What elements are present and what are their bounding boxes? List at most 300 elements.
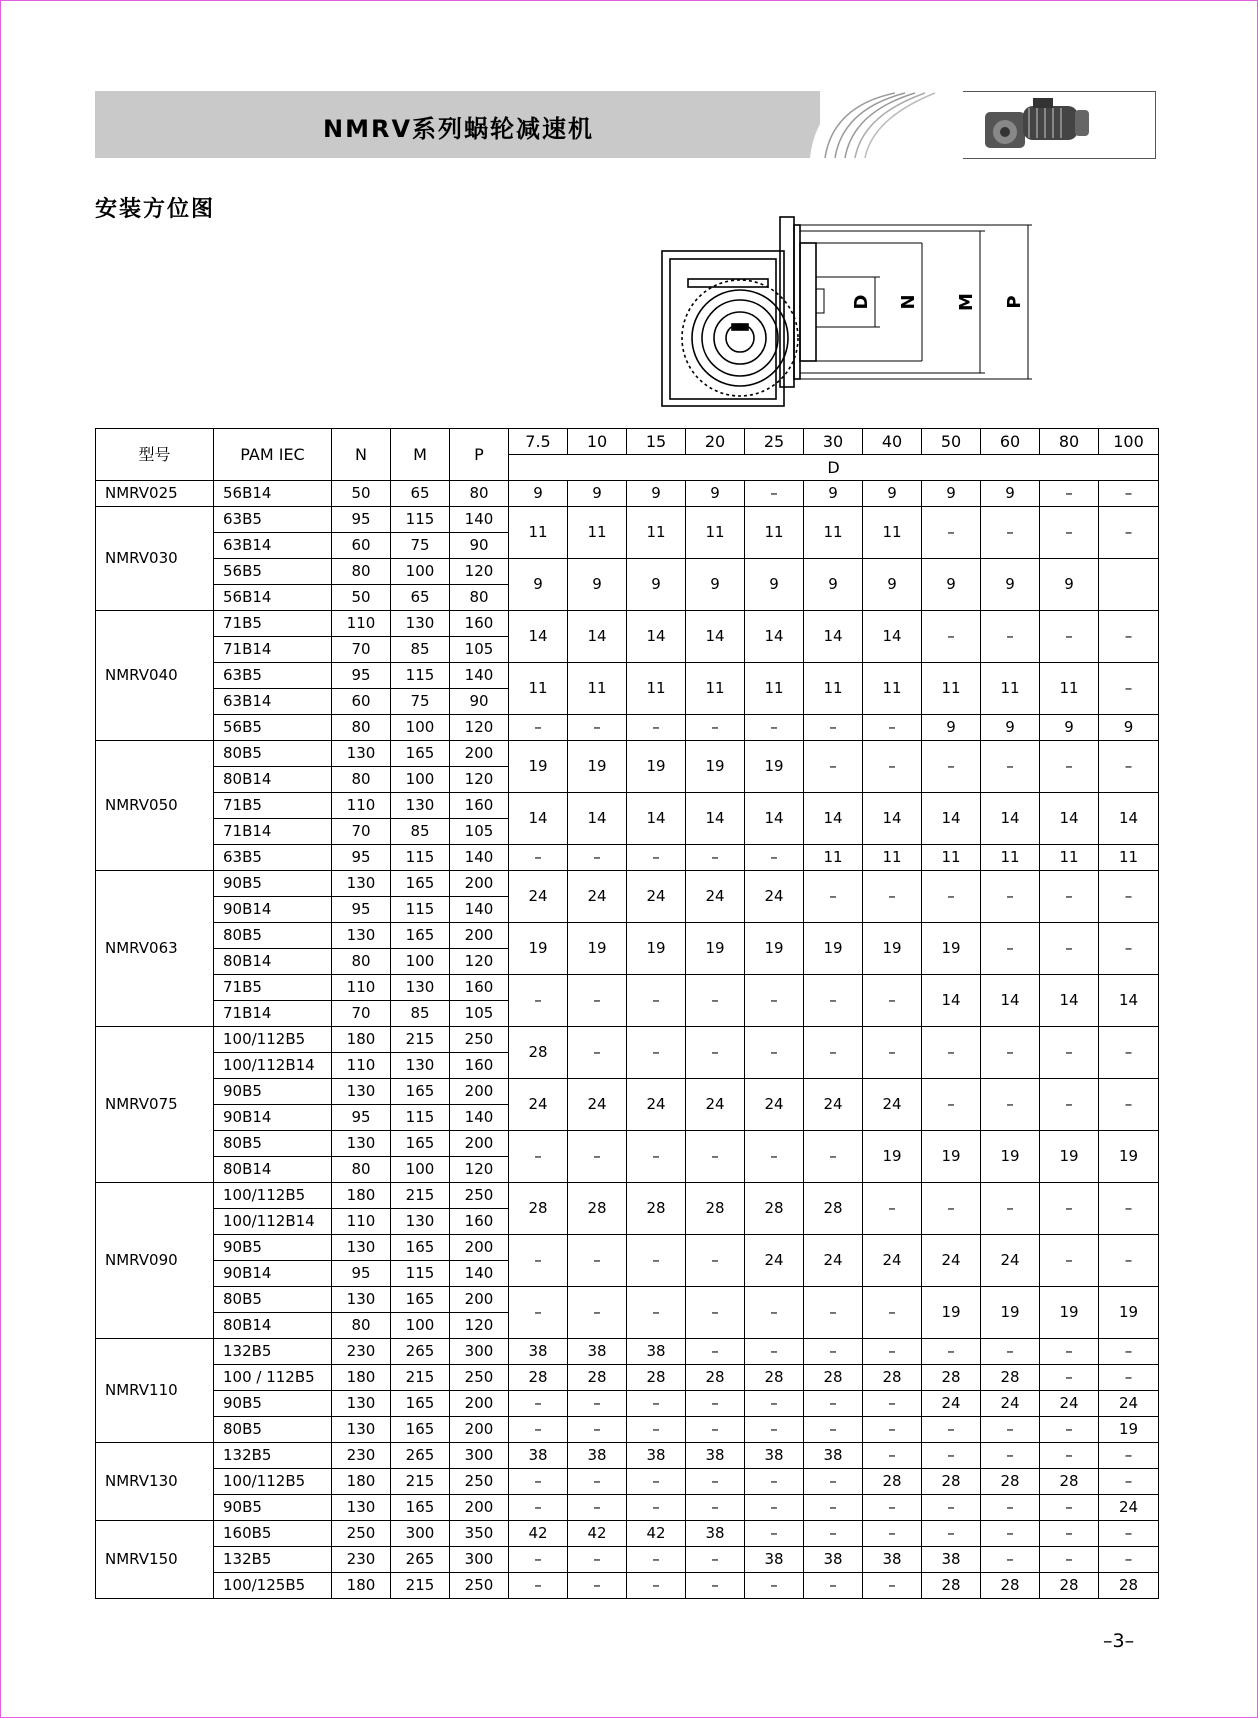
table-row	[96, 1027, 1159, 1053]
pam-cell: 71B5	[214, 793, 332, 819]
pam-cell: 100/112B5	[214, 1027, 332, 1053]
shaft-diameter-cell: –	[686, 1287, 745, 1339]
pam-cell: 80B5	[214, 923, 332, 949]
pam-cell: 56B5	[214, 559, 332, 585]
n-cell: 95	[332, 663, 391, 689]
model-cell: NMRV090	[96, 1183, 214, 1339]
p-cell: 120	[450, 767, 509, 793]
shaft-diameter-cell: 19	[1099, 1131, 1159, 1183]
shaft-diameter-cell: 11	[1099, 845, 1159, 871]
pam-cell: 63B5	[214, 507, 332, 533]
shaft-diameter-cell: 19	[1099, 1287, 1159, 1339]
table-row	[96, 1521, 1159, 1547]
shaft-diameter-cell: 28	[863, 1365, 922, 1391]
m-cell: 165	[391, 871, 450, 897]
shaft-diameter-cell: –	[627, 1027, 686, 1079]
shaft-diameter-cell: –	[863, 1287, 922, 1339]
p-cell: 140	[450, 1261, 509, 1287]
header-ratio: 60	[981, 429, 1040, 455]
p-cell: 160	[450, 1209, 509, 1235]
shaft-diameter-cell: 14	[922, 975, 981, 1027]
shaft-diameter-cell: –	[1099, 507, 1159, 559]
shaft-diameter-cell: –	[922, 1079, 981, 1131]
shaft-diameter-cell: –	[745, 1417, 804, 1443]
header-curve-decoration	[795, 91, 975, 158]
pam-cell: 56B14	[214, 585, 332, 611]
shaft-diameter-cell: 14	[863, 793, 922, 845]
shaft-diameter-cell: 24	[922, 1391, 981, 1417]
n-cell: 110	[332, 793, 391, 819]
shaft-diameter-cell: 9	[568, 481, 627, 507]
shaft-diameter-cell: –	[686, 1235, 745, 1287]
model-cell: NMRV030	[96, 507, 214, 611]
shaft-diameter-cell: –	[981, 1443, 1040, 1469]
n-cell: 110	[332, 1209, 391, 1235]
shaft-diameter-cell: 19	[686, 923, 745, 975]
pam-cell: 132B5	[214, 1547, 332, 1573]
pam-cell: 63B5	[214, 663, 332, 689]
m-cell: 215	[391, 1573, 450, 1599]
shaft-diameter-cell: –	[686, 1339, 745, 1365]
shaft-diameter-cell: 14	[568, 611, 627, 663]
shaft-diameter-cell: –	[804, 1391, 863, 1417]
shaft-diameter-cell: –	[1040, 1495, 1099, 1521]
shaft-diameter-cell: –	[804, 741, 863, 793]
n-cell: 180	[332, 1183, 391, 1209]
shaft-diameter-cell: –	[804, 975, 863, 1027]
model-cell: NMRV150	[96, 1521, 214, 1599]
shaft-diameter-cell: –	[863, 1391, 922, 1417]
shaft-diameter-cell: –	[568, 1027, 627, 1079]
shaft-diameter-cell: 14	[1040, 975, 1099, 1027]
n-cell: 130	[332, 1417, 391, 1443]
section-title: 安装方位图	[95, 197, 216, 222]
n-cell: 130	[332, 923, 391, 949]
pam-cell: 90B14	[214, 1261, 332, 1287]
shaft-diameter-cell: 38	[627, 1339, 686, 1365]
shaft-diameter-cell: –	[981, 871, 1040, 923]
shaft-diameter-cell: 24	[863, 1235, 922, 1287]
shaft-diameter-cell: –	[745, 481, 804, 507]
shaft-diameter-cell: 9	[568, 559, 627, 611]
shaft-diameter-cell: –	[981, 741, 1040, 793]
shaft-diameter-cell: 9	[627, 481, 686, 507]
shaft-diameter-cell: –	[686, 845, 745, 871]
shaft-diameter-cell: 9	[804, 481, 863, 507]
shaft-diameter-cell: –	[686, 1027, 745, 1079]
p-cell: 300	[450, 1547, 509, 1573]
pam-cell: 80B5	[214, 1417, 332, 1443]
n-cell: 230	[332, 1443, 391, 1469]
shaft-diameter-cell: 9	[981, 481, 1040, 507]
model-cell: NMRV130	[96, 1443, 214, 1521]
shaft-diameter-cell: –	[627, 1547, 686, 1573]
shaft-diameter-cell: 28	[981, 1573, 1040, 1599]
shaft-diameter-cell: 38	[509, 1339, 568, 1365]
shaft-diameter-cell: 28	[1040, 1469, 1099, 1495]
shaft-diameter-cell: 14	[1040, 793, 1099, 845]
p-cell: 350	[450, 1521, 509, 1547]
shaft-diameter-cell: 28	[922, 1365, 981, 1391]
shaft-diameter-cell: –	[863, 1443, 922, 1469]
n-cell: 70	[332, 1001, 391, 1027]
dim-label-p: P	[1004, 295, 1025, 309]
table-row	[96, 793, 1159, 819]
table-row	[96, 481, 1159, 507]
p-cell: 140	[450, 897, 509, 923]
shaft-diameter-cell: 11	[1040, 663, 1099, 715]
n-cell: 70	[332, 819, 391, 845]
m-cell: 215	[391, 1469, 450, 1495]
shaft-diameter-cell: 19	[1040, 1287, 1099, 1339]
shaft-diameter-cell: –	[568, 1573, 627, 1599]
shaft-diameter-cell: –	[568, 1417, 627, 1443]
shaft-diameter-cell: –	[922, 1521, 981, 1547]
shaft-diameter-cell: –	[922, 1183, 981, 1235]
shaft-diameter-cell: 24	[568, 871, 627, 923]
model-cell: NMRV040	[96, 611, 214, 741]
shaft-diameter-cell: 28	[627, 1183, 686, 1235]
shaft-diameter-cell: –	[1099, 1183, 1159, 1235]
shaft-diameter-cell: 19	[627, 923, 686, 975]
m-cell: 75	[391, 533, 450, 559]
shaft-diameter-cell: 24	[568, 1079, 627, 1131]
p-cell: 80	[450, 481, 509, 507]
shaft-diameter-cell: –	[981, 507, 1040, 559]
shaft-diameter-cell: –	[1040, 1365, 1099, 1391]
table-row	[96, 1443, 1159, 1469]
pam-cell: 56B5	[214, 715, 332, 741]
shaft-diameter-cell: 19	[863, 923, 922, 975]
pam-cell: 71B14	[214, 819, 332, 845]
header-ratio: 50	[922, 429, 981, 455]
shaft-diameter-cell: –	[1040, 1027, 1099, 1079]
shaft-diameter-cell: –	[1040, 1235, 1099, 1287]
n-cell: 95	[332, 897, 391, 923]
shaft-diameter-cell: –	[627, 715, 686, 741]
m-cell: 85	[391, 819, 450, 845]
pam-cell: 132B5	[214, 1443, 332, 1469]
shaft-diameter-cell: –	[1040, 1521, 1099, 1547]
table-row	[96, 871, 1159, 897]
shaft-diameter-cell: 28	[922, 1469, 981, 1495]
m-cell: 85	[391, 637, 450, 663]
shaft-diameter-cell: 28	[922, 1573, 981, 1599]
shaft-diameter-cell: –	[627, 1417, 686, 1443]
n-cell: 110	[332, 1053, 391, 1079]
shaft-diameter-cell: –	[1040, 1547, 1099, 1573]
n-cell: 80	[332, 767, 391, 793]
m-cell: 165	[391, 1495, 450, 1521]
shaft-diameter-cell: –	[509, 845, 568, 871]
p-cell: 120	[450, 715, 509, 741]
shaft-diameter-cell: 14	[863, 611, 922, 663]
table-row	[96, 559, 1159, 585]
m-cell: 85	[391, 1001, 450, 1027]
m-cell: 215	[391, 1027, 450, 1053]
shaft-diameter-cell: –	[686, 1417, 745, 1443]
pam-cell: 63B5	[214, 845, 332, 871]
n-cell: 80	[332, 559, 391, 585]
shaft-diameter-cell: 38	[509, 1443, 568, 1469]
dim-label-m: M	[956, 293, 977, 311]
p-cell: 105	[450, 819, 509, 845]
shaft-diameter-cell: 11	[804, 663, 863, 715]
p-cell: 300	[450, 1443, 509, 1469]
p-cell: 200	[450, 871, 509, 897]
m-cell: 215	[391, 1365, 450, 1391]
shaft-diameter-cell: 28	[1099, 1573, 1159, 1599]
pam-cell: 132B5	[214, 1339, 332, 1365]
shaft-diameter-cell: –	[627, 1131, 686, 1183]
shaft-diameter-cell: 28	[981, 1469, 1040, 1495]
shaft-diameter-cell: –	[1099, 923, 1159, 975]
shaft-diameter-cell: 9	[922, 559, 981, 611]
p-cell: 160	[450, 793, 509, 819]
shaft-diameter-cell: 11	[568, 663, 627, 715]
p-cell: 200	[450, 1079, 509, 1105]
header-ratio: 100	[1099, 429, 1159, 455]
shaft-diameter-cell: –	[804, 1417, 863, 1443]
shaft-diameter-cell: 9	[863, 481, 922, 507]
pam-cell: 90B5	[214, 1495, 332, 1521]
table-row	[96, 1339, 1159, 1365]
shaft-diameter-cell: 11	[745, 663, 804, 715]
shaft-diameter-cell: 38	[863, 1547, 922, 1573]
shaft-diameter-cell: –	[745, 845, 804, 871]
table-row	[96, 923, 1159, 949]
m-cell: 65	[391, 481, 450, 507]
shaft-diameter-cell: 11	[745, 507, 804, 559]
model-cell: NMRV025	[96, 481, 214, 507]
shaft-diameter-cell: –	[1040, 1183, 1099, 1235]
shaft-diameter-cell: –	[568, 975, 627, 1027]
shaft-diameter-cell: 38	[745, 1443, 804, 1469]
model-cell: NMRV110	[96, 1339, 214, 1443]
m-cell: 130	[391, 1053, 450, 1079]
shaft-diameter-cell: –	[627, 1573, 686, 1599]
shaft-diameter-cell: –	[981, 1183, 1040, 1235]
shaft-diameter-cell: –	[568, 715, 627, 741]
p-cell: 250	[450, 1365, 509, 1391]
shaft-diameter-cell: –	[981, 1495, 1040, 1521]
shaft-diameter-cell: –	[509, 1235, 568, 1287]
shaft-diameter-cell: 24	[1099, 1391, 1159, 1417]
shaft-diameter-cell: 14	[981, 793, 1040, 845]
pam-cell: 100/112B14	[214, 1053, 332, 1079]
shaft-diameter-cell: –	[686, 1547, 745, 1573]
shaft-diameter-cell: 11	[804, 507, 863, 559]
shaft-diameter-cell: –	[804, 1027, 863, 1079]
model-cell: NMRV063	[96, 871, 214, 1027]
shaft-diameter-cell: –	[804, 871, 863, 923]
table-row	[96, 663, 1159, 689]
shaft-diameter-cell: –	[804, 1573, 863, 1599]
n-cell: 95	[332, 1261, 391, 1287]
p-cell: 120	[450, 949, 509, 975]
m-cell: 115	[391, 663, 450, 689]
shaft-diameter-cell: 11	[627, 663, 686, 715]
shaft-diameter-cell: 28	[627, 1365, 686, 1391]
header-model: 型号	[96, 429, 214, 481]
m-cell: 65	[391, 585, 450, 611]
shaft-diameter-cell: 14	[981, 975, 1040, 1027]
pam-cell: 160B5	[214, 1521, 332, 1547]
shaft-diameter-cell: 11	[981, 845, 1040, 871]
table-row	[96, 741, 1159, 767]
n-cell: 60	[332, 689, 391, 715]
p-cell: 160	[450, 975, 509, 1001]
shaft-diameter-cell: 9	[686, 559, 745, 611]
shaft-diameter-cell: 19	[568, 923, 627, 975]
table-row	[96, 1235, 1159, 1261]
shaft-diameter-cell: –	[804, 1469, 863, 1495]
shaft-diameter-cell: –	[568, 1287, 627, 1339]
shaft-diameter-cell: –	[745, 1287, 804, 1339]
n-cell: 80	[332, 715, 391, 741]
shaft-diameter-cell: –	[1099, 871, 1159, 923]
m-cell: 300	[391, 1521, 450, 1547]
shaft-diameter-cell: –	[981, 1547, 1040, 1573]
header-ratio: 80	[1040, 429, 1099, 455]
header-pam-iec: PAM IEC	[214, 429, 332, 481]
shaft-diameter-cell: –	[509, 1547, 568, 1573]
m-cell: 100	[391, 715, 450, 741]
shaft-diameter-cell: –	[745, 1339, 804, 1365]
shaft-diameter-cell: 19	[568, 741, 627, 793]
shaft-diameter-cell: 42	[568, 1521, 627, 1547]
shaft-diameter-cell: 24	[804, 1079, 863, 1131]
shaft-diameter-cell: 19	[1099, 1417, 1159, 1443]
p-cell: 200	[450, 741, 509, 767]
p-cell: 140	[450, 845, 509, 871]
shaft-diameter-cell: –	[1040, 1339, 1099, 1365]
shaft-diameter-cell: 28	[509, 1027, 568, 1079]
p-cell: 140	[450, 1105, 509, 1131]
shaft-diameter-cell: 42	[627, 1521, 686, 1547]
shaft-diameter-cell: –	[745, 1131, 804, 1183]
p-cell: 90	[450, 689, 509, 715]
shaft-diameter-cell: 19	[981, 1131, 1040, 1183]
shaft-diameter-cell: 9	[509, 481, 568, 507]
shaft-diameter-cell: 19	[922, 1287, 981, 1339]
shaft-diameter-cell: –	[863, 1339, 922, 1365]
shaft-diameter-cell: 19	[922, 923, 981, 975]
p-cell: 250	[450, 1573, 509, 1599]
table-row	[96, 507, 1159, 533]
mounting-drawing	[660, 205, 1050, 410]
shaft-diameter-cell: 14	[627, 611, 686, 663]
shaft-diameter-cell: 11	[804, 845, 863, 871]
shaft-diameter-cell: 38	[922, 1547, 981, 1573]
m-cell: 130	[391, 611, 450, 637]
n-cell: 80	[332, 1157, 391, 1183]
m-cell: 115	[391, 845, 450, 871]
n-cell: 50	[332, 585, 391, 611]
m-cell: 265	[391, 1547, 450, 1573]
header-n: N	[332, 429, 391, 481]
shaft-diameter-cell: 14	[1099, 793, 1159, 845]
p-cell: 200	[450, 1235, 509, 1261]
table-row	[96, 715, 1159, 741]
shaft-diameter-cell: 9	[981, 559, 1040, 611]
n-cell: 130	[332, 1235, 391, 1261]
p-cell: 120	[450, 559, 509, 585]
shaft-diameter-cell: –	[1040, 1417, 1099, 1443]
shaft-diameter-cell: –	[1040, 923, 1099, 975]
pam-cell: 80B14	[214, 949, 332, 975]
shaft-diameter-cell: –	[627, 1287, 686, 1339]
shaft-diameter-cell: 24	[509, 1079, 568, 1131]
shaft-diameter-cell: 24	[745, 871, 804, 923]
n-cell: 130	[332, 1495, 391, 1521]
header-ratio: 30	[804, 429, 863, 455]
page-title: NMRV系列蜗轮减速机	[323, 115, 595, 143]
shaft-diameter-cell: 24	[981, 1235, 1040, 1287]
shaft-diameter-cell: 19	[745, 741, 804, 793]
shaft-diameter-cell: 14	[509, 611, 568, 663]
header-d: D	[509, 455, 1159, 481]
shaft-diameter-cell: 24	[922, 1235, 981, 1287]
p-cell: 200	[450, 1391, 509, 1417]
shaft-diameter-cell: –	[568, 1469, 627, 1495]
shaft-diameter-cell: –	[627, 845, 686, 871]
shaft-diameter-cell: –	[922, 1339, 981, 1365]
shaft-diameter-cell: –	[686, 975, 745, 1027]
shaft-diameter-cell: 14	[509, 793, 568, 845]
m-cell: 75	[391, 689, 450, 715]
p-cell: 120	[450, 1157, 509, 1183]
pam-cell: 71B5	[214, 611, 332, 637]
shaft-diameter-cell: 11	[568, 507, 627, 559]
shaft-diameter-cell: –	[804, 1339, 863, 1365]
shaft-diameter-cell: 14	[1099, 975, 1159, 1027]
m-cell: 265	[391, 1339, 450, 1365]
shaft-diameter-cell: 19	[509, 741, 568, 793]
shaft-diameter-cell: 28	[745, 1365, 804, 1391]
n-cell: 130	[332, 1391, 391, 1417]
shaft-diameter-cell: 14	[804, 611, 863, 663]
header-ratio: 10	[568, 429, 627, 455]
shaft-diameter-cell: 19	[627, 741, 686, 793]
pam-cell: 90B14	[214, 897, 332, 923]
shaft-diameter-cell: 11	[863, 507, 922, 559]
pam-cell: 100/112B5	[214, 1469, 332, 1495]
n-cell: 50	[332, 481, 391, 507]
shaft-diameter-cell: –	[509, 1495, 568, 1521]
n-cell: 130	[332, 1287, 391, 1313]
pam-cell: 90B5	[214, 871, 332, 897]
pam-cell: 80B5	[214, 1287, 332, 1313]
shaft-diameter-cell: –	[922, 1443, 981, 1469]
n-cell: 130	[332, 1079, 391, 1105]
n-cell: 130	[332, 871, 391, 897]
n-cell: 110	[332, 975, 391, 1001]
m-cell: 100	[391, 949, 450, 975]
m-cell: 115	[391, 1261, 450, 1287]
shaft-diameter-cell: –	[509, 1131, 568, 1183]
header-m: M	[391, 429, 450, 481]
table-row	[96, 1573, 1159, 1599]
table-row	[96, 1365, 1159, 1391]
shaft-diameter-cell: –	[568, 1547, 627, 1573]
header-banner	[95, 91, 1157, 158]
shaft-diameter-cell: 38	[627, 1443, 686, 1469]
table-row	[96, 1079, 1159, 1105]
shaft-diameter-cell: –	[627, 1391, 686, 1417]
pam-cell: 80B14	[214, 1313, 332, 1339]
shaft-diameter-cell: 9	[863, 559, 922, 611]
